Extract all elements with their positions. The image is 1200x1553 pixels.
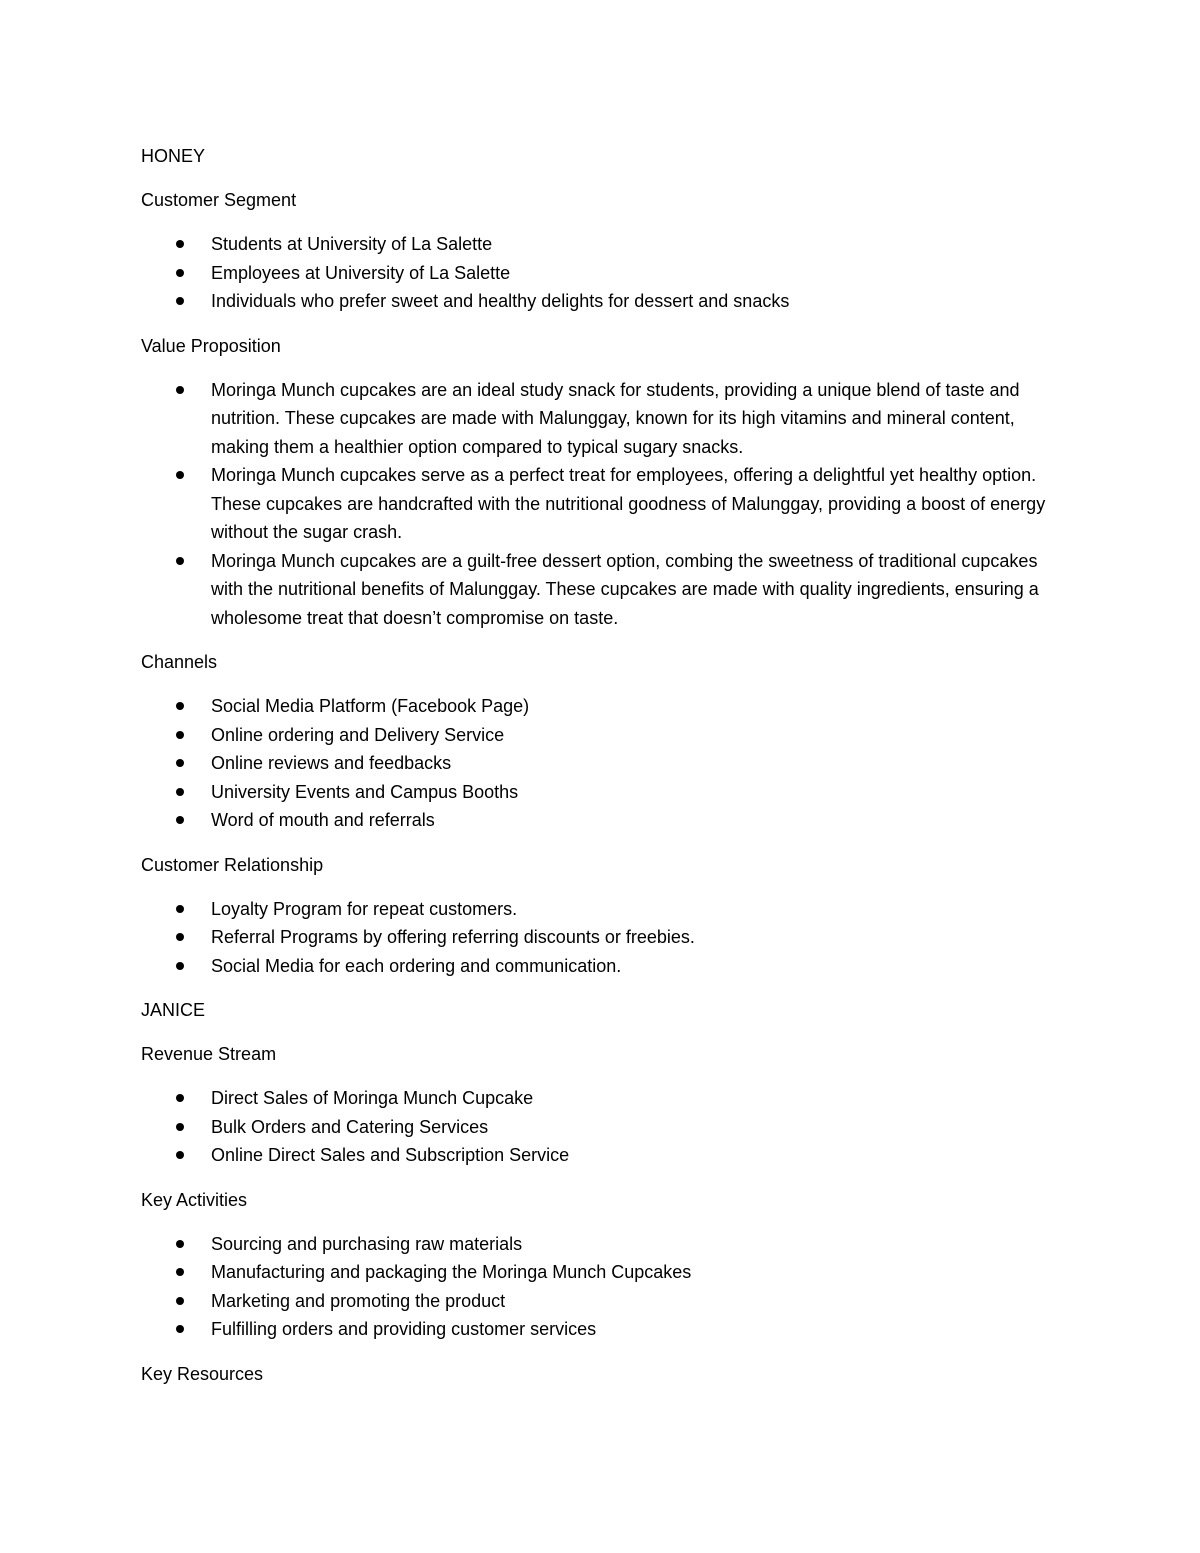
list-item: Moringa Munch cupcakes serve as a perfect treat for employees, offering a delightful yet healthy option. These cupcakes are handcrafted with the nutritional goodness of Malunggay, providing a boost of energy without the sugar crash. xyxy=(141,461,1051,547)
heading-revenue-stream: Revenue Stream xyxy=(141,1044,277,1064)
list-item: Social Media Platform (Facebook Page) xyxy=(141,692,1051,721)
heading-customer-segment: Customer Segment xyxy=(141,190,297,210)
list-item: Online reviews and feedbacks xyxy=(141,749,1051,778)
list-item: University Events and Campus Booths xyxy=(141,778,1051,807)
list-item: Word of mouth and referrals xyxy=(141,806,1051,835)
channels-list xyxy=(141,692,1050,835)
list-item: Referral Programs by offering referring discounts or freebies. xyxy=(141,923,1051,952)
heading-customer-relationship: Customer Relationship xyxy=(141,854,324,875)
list-item: Direct Sales of Moringa Munch Cupcake xyxy=(141,1084,1051,1113)
list-item: Manufacturing and packaging the Moringa Munch Cupcakes xyxy=(141,1258,1051,1287)
list-item: Employees at University of La Salette xyxy=(141,259,1051,288)
list-item: Social Media for each ordering and communication. xyxy=(141,952,1051,981)
list-item: Fulfilling orders and providing customer services xyxy=(141,1315,1051,1344)
revenue-stream-list xyxy=(141,1084,1050,1170)
author-heading-honey: HONEY xyxy=(141,146,206,166)
heading-value-proposition: Value Proposition xyxy=(141,335,281,356)
list-item: Individuals who prefer sweet and healthy delights for dessert and snacks xyxy=(141,287,1051,316)
customer-segment-list xyxy=(141,230,1050,316)
key-activities-list xyxy=(141,1230,1050,1344)
document-body xyxy=(141,142,1050,1388)
value-proposition-list xyxy=(141,376,1050,633)
list-item: Loyalty Program for repeat customers. xyxy=(141,895,1051,924)
list-item: Online Direct Sales and Subscription Service xyxy=(141,1141,1051,1170)
list-item: Moringa Munch cupcakes are a guilt-free dessert option, combing the sweetness of traditional cupcakes with the nutritional benefits of Malunggay. These cupcakes are made with quality ingredients, ensuring a wholesome treat that doesn’t compromise on taste. xyxy=(141,547,1051,633)
list-item: Sourcing and purchasing raw materials xyxy=(141,1230,1051,1259)
list-item: Marketing and promoting the product xyxy=(141,1287,1051,1316)
heading-key-activities: Key Activities xyxy=(141,1189,248,1210)
list-item: Moringa Munch cupcakes are an ideal study snack for students, providing a unique blend of taste and nutrition. These cupcakes are made with Malunggay, known for its high vitamins and mineral content, making them a healthier option compared to typical sugary snacks. xyxy=(141,376,1051,462)
customer-relationship-list xyxy=(141,895,1050,981)
heading-channels: Channels xyxy=(141,652,218,672)
list-item: Students at University of La Salette xyxy=(141,230,1051,259)
heading-key-resources: Key Resources xyxy=(141,1363,264,1384)
list-item: Online ordering and Delivery Service xyxy=(141,721,1051,750)
author-heading-janice: JANICE xyxy=(141,1000,206,1020)
list-item: Bulk Orders and Catering Services xyxy=(141,1113,1051,1142)
